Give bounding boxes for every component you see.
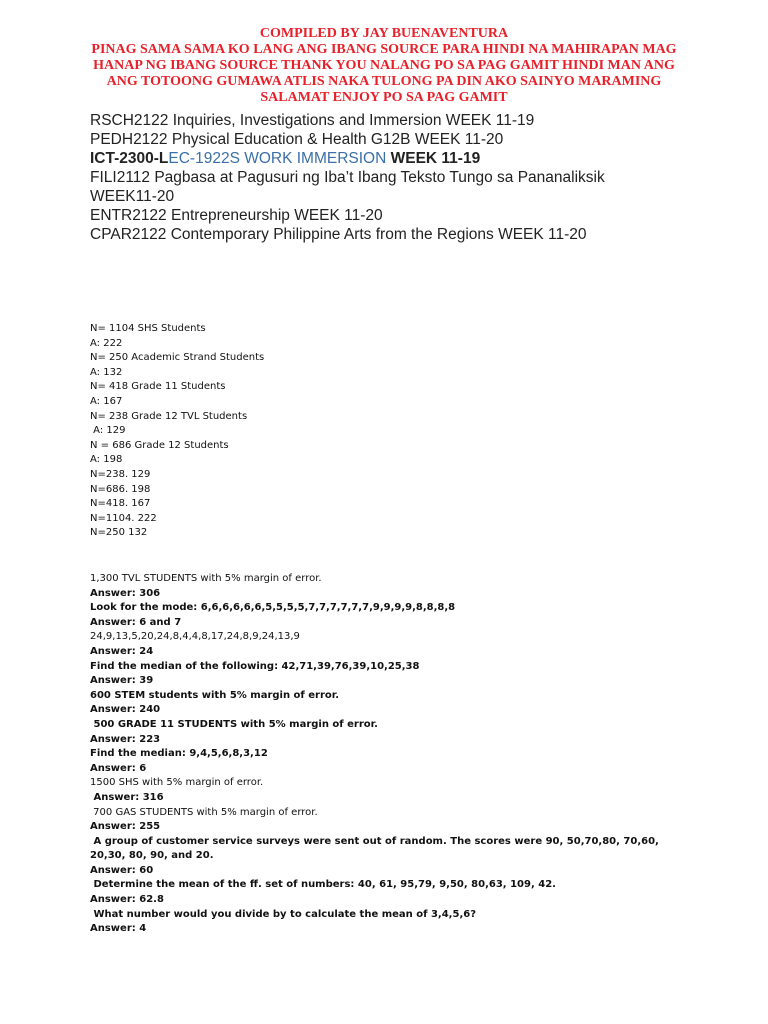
- question-line-continued: 20,30, 80, 90, and 20.: [90, 850, 214, 862]
- question-line: Look for the mode: 6,6,6,6,6,6,5,5,5,5,7,7,7,7,7,7,9,9,9,9,8,8,8,8: [90, 602, 456, 614]
- question-line: 24,9,13,5,20,24,8,4,4,8,17,24,8,9,24,13,9: [90, 631, 300, 643]
- stats-line: N= 250 Academic Strand Students: [90, 352, 265, 364]
- stats-line: N=250 132: [90, 527, 148, 539]
- course-fili-week: WEEK11-20: [90, 188, 175, 205]
- course-entr: ENTR2122 Entrepreneurship WEEK 11-20: [90, 207, 383, 224]
- answer-line: Answer: 6: [90, 762, 147, 774]
- stats-line: A: 198: [90, 454, 123, 466]
- question-line: 1,300 TVL STUDENTS with 5% margin of error.: [90, 573, 322, 584]
- course-ict-code: ICT-2300-L: [90, 150, 169, 167]
- course-fili: FILI2112 Pagbasa at Pagusuri ng Iba’t Ibang Teksto Tungo sa Pananaliksik: [90, 169, 605, 186]
- course-cpar: CPAR2122 Contemporary Philippine Arts from the Regions WEEK 11-20: [90, 226, 587, 243]
- stats-line: A: 132: [90, 366, 123, 378]
- compiler-notice: [60, 26, 708, 106]
- course-rsch: RSCH2122 Inquiries, Investigations and Immersion WEEK 11-19: [90, 112, 535, 129]
- answer-line: Answer: 4: [90, 923, 147, 935]
- answer-line: Answer: 316: [90, 791, 164, 803]
- stats-line: A: 167: [90, 395, 123, 407]
- course-ict-week: WEEK 11-19: [386, 150, 481, 167]
- stats-line: N = 686 Grade 12 Students: [90, 439, 229, 451]
- answer-line: Answer: 24: [90, 645, 154, 657]
- question-line: Find the median of the following: 42,71,39,76,39,10,25,38: [90, 660, 420, 672]
- stats-line: N=238. 129: [90, 468, 151, 480]
- notice-line-5: SALAMAT ENJOY PO SA PAG GAMIT: [260, 90, 508, 105]
- answer-line: Answer: 39: [90, 675, 154, 687]
- stats-line: A: 129: [90, 425, 126, 437]
- sample-size-list: [90, 322, 710, 541]
- question-line: A group of customer service surveys were sent out of random. The scores were 90, 50,70,80, 70,60,: [90, 835, 659, 847]
- answer-line: Answer: 6 and 7: [90, 616, 182, 628]
- answer-line: Answer: 60: [90, 864, 154, 876]
- stats-line: N= 418 Grade 11 Students: [90, 381, 226, 393]
- stats-line: N=1104. 222: [90, 512, 157, 524]
- notice-line-3: HANAP NG IBANG SOURCE THANK YOU NALANG PO SA PAG GAMIT HINDI MAN ANG: [93, 58, 675, 73]
- question-line: 1500 SHS with 5% margin of error.: [90, 777, 264, 789]
- question-line: 700 GAS STUDENTS with 5% margin of error.: [90, 806, 318, 818]
- stats-line: N=686. 198: [90, 483, 151, 495]
- question-answer-list: [90, 572, 710, 937]
- course-list: [90, 111, 750, 244]
- question-line: 600 STEM students with 5% margin of error.: [90, 689, 340, 701]
- notice-line-4: ANG TOTOONG GUMAWA ATLIS NAKA TULONG PA DIN AKO SAINYO MARAMING: [106, 74, 662, 89]
- stats-line: N= 238 Grade 12 TVL Students: [90, 410, 248, 422]
- course-pedh: PEDH2122 Physical Education & Health G12B WEEK 11-20: [90, 131, 504, 148]
- answer-line: Answer: 306: [90, 587, 161, 599]
- answer-line: Answer: 255: [90, 821, 161, 833]
- question-line: 500 GRADE 11 STUDENTS with 5% margin of error.: [90, 718, 378, 730]
- question-line: What number would you divide by to calculate the mean of 3,4,5,6?: [90, 908, 476, 920]
- course-ict: [90, 149, 750, 168]
- notice-line-1: COMPILED BY JAY BUENAVENTURA: [259, 26, 509, 41]
- answer-line: Answer: 223: [90, 733, 161, 745]
- question-line: Determine the mean of the ff. set of numbers: 40, 61, 95,79, 9,50, 80,63, 109, 42.: [90, 879, 556, 891]
- question-line: Find the median: 9,4,5,6,8,3,12: [90, 748, 268, 760]
- stats-line: N=418. 167: [90, 498, 151, 510]
- stats-line: N= 1104 SHS Students: [90, 323, 206, 334]
- answer-line: Answer: 62.8: [90, 894, 164, 906]
- course-ict-highlight: EC-1922S WORK IMMERSION: [168, 150, 387, 167]
- stats-line: A: 222: [90, 337, 123, 349]
- answer-line: Answer: 240: [90, 704, 161, 716]
- notice-line-2: PINAG SAMA SAMA KO LANG ANG IBANG SOURCE PARA HINDI NA MAHIRAPAN MAG: [91, 42, 677, 57]
